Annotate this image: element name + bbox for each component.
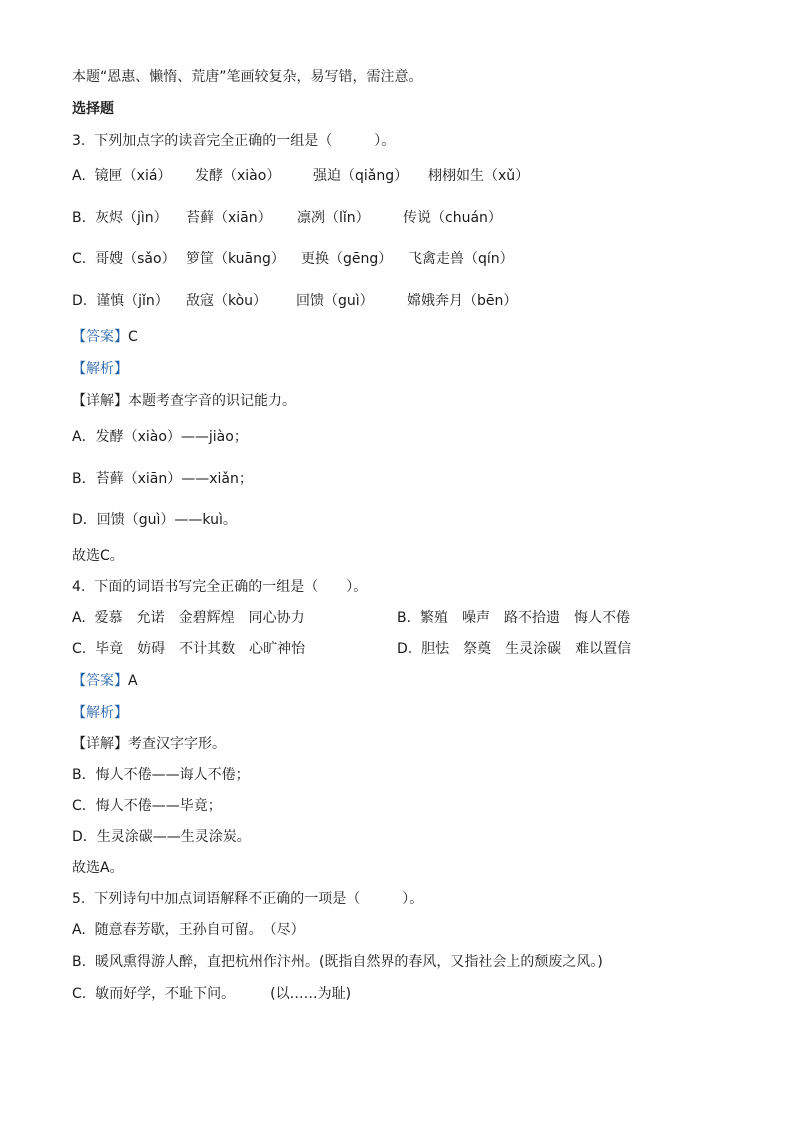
q3-option-d-1: D. 谨慎（jǐn） <box>72 293 169 309</box>
q4-answer <box>72 672 138 690</box>
q3-detail <box>72 392 296 410</box>
q4-option-d: D. 胆怯 祭奠 生灵涂碳 难以置信 <box>397 641 632 657</box>
q4-stem: 4. 下面的词语书写完全正确的一组是（ ）。 <box>72 579 368 595</box>
q3-option-d-4: 嫦娥奔月（bēn） <box>407 293 518 309</box>
q3-option-a-1: A. 镜匣（xiá） <box>72 168 172 184</box>
q3-option-b-4: 传说（chuán） <box>403 210 502 226</box>
q3-answer <box>72 328 138 346</box>
q3-conclusion: 故选C。 <box>72 548 124 564</box>
detail-tag: 【详解】 <box>72 393 128 409</box>
q3-option-a-2: 发酵（xiào） <box>195 168 281 184</box>
q3-option-c-1: C. 哥嫂（sǎo） <box>72 251 176 267</box>
q5-stem: 5. 下列诗句中加点词语解释不正确的一项是（ ）。 <box>72 891 424 907</box>
q3-option-d-3: 回馈（guì） <box>296 293 374 309</box>
answer-value: C <box>128 329 138 345</box>
q3-option-b-1: B. 灰烬（jìn） <box>72 210 168 226</box>
q3-option-b-2: 苔藓（xiān） <box>186 210 272 226</box>
q4-note-2: C．悔人不倦——毕竟； <box>72 798 222 814</box>
q3-stem: 3. 下列加点字的读音完全正确的一组是（ ）。 <box>72 133 396 149</box>
q3-option-a-4: 栩栩如生（xǔ） <box>428 168 530 184</box>
detail-tag: 【详解】 <box>72 736 128 752</box>
q3-note-3: D．回馈（guì）——kuì。 <box>72 512 237 528</box>
q3-analysis-tag: 【解析】 <box>72 361 128 377</box>
q4-option-c: C. 毕竟 妨碍 不计其数 心旷神怡 <box>72 641 306 657</box>
q3-note-1: A．发酵（xiào）——jiào； <box>72 429 248 445</box>
intro-note: 本题“恩惠、懒惰、荒唐”笔画较复杂，易写错，需注意。 <box>72 69 423 85</box>
q5-option-a: A. 随意春芳歇，王孙自可留。 （尽） <box>72 922 305 938</box>
q5-option-c: C. 敏而好学，不耻下问。 (以……为耻) <box>72 986 352 1002</box>
q3-note-2: B．苔藓（xiān）——xiǎn； <box>72 471 253 487</box>
q4-option-b: B. 繁殖 噪声 路不拾遗 悔人不倦 <box>397 610 630 626</box>
q3-option-c-3: 更换（gēng） <box>301 251 393 267</box>
detail-text: 本题考查字音的识记能力。 <box>128 393 296 409</box>
q4-conclusion: 故选A。 <box>72 860 124 876</box>
q4-option-a: A. 爱慕 允诺 金碧辉煌 同心协力 <box>72 610 305 626</box>
q3-option-b-3: 凛冽（lǐn） <box>297 210 370 226</box>
section-title: 选择题 <box>72 101 114 117</box>
q5-option-b: B. 暖风熏得游人醉，直把杭州作汴州。(既指自然界的春风，又指社会上的颓废之风。) <box>72 954 603 970</box>
answer-tag: 【答案】 <box>72 673 128 689</box>
q4-analysis-tag: 【解析】 <box>72 705 128 721</box>
answer-value: A <box>128 673 138 689</box>
q4-detail <box>72 735 226 753</box>
q3-option-c-2: 箩筐（kuāng） <box>186 251 285 267</box>
q4-note-3: D．生灵涂碳——生灵涂炭。 <box>72 829 251 845</box>
answer-tag: 【答案】 <box>72 329 128 345</box>
q4-note-1: B．悔人不倦——诲人不倦； <box>72 767 250 783</box>
q3-option-c-4: 飞禽走兽（qín） <box>408 251 514 267</box>
q3-option-d-2: 敌寇（kòu） <box>186 293 268 309</box>
detail-text: 考查汉字字形。 <box>128 736 226 752</box>
q3-option-a-3: 强迫（qiǎng） <box>313 168 409 184</box>
